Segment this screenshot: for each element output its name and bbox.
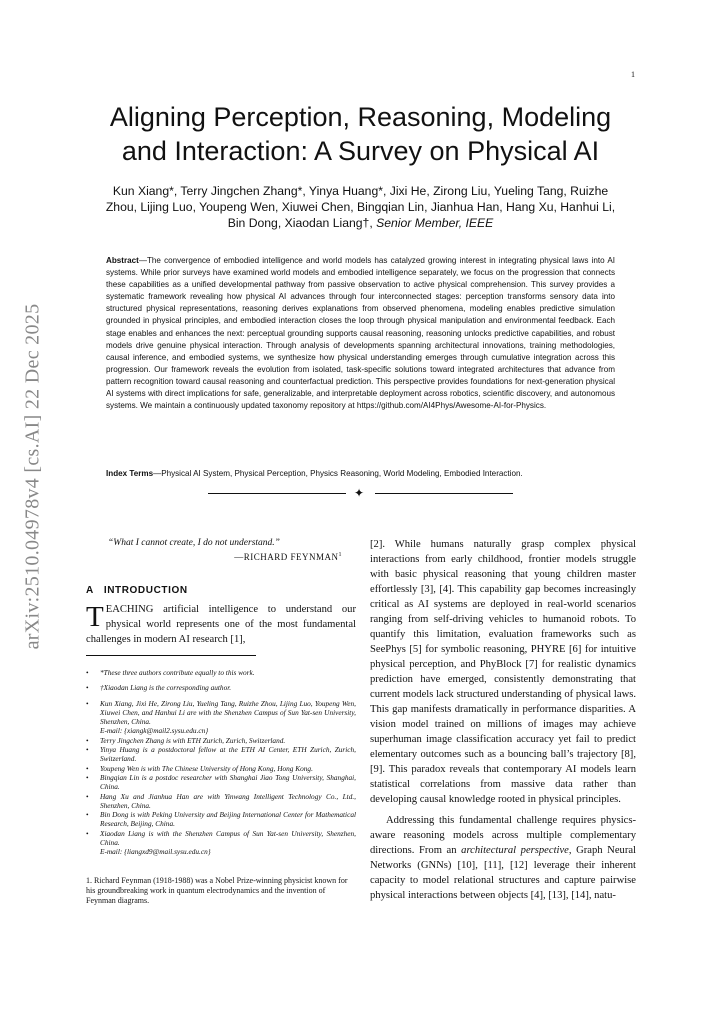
footnote-email: E-mail: {xiangk@mail2.sysu.edu.cn} — [100, 726, 209, 736]
footnote-item: • †Xiaodan Liang is the corresponding author. — [86, 683, 356, 692]
section-divider — [208, 487, 513, 501]
divider-line-left — [208, 493, 346, 494]
arxiv-identifier-stamp — [18, 300, 48, 660]
arxiv-stamp-text: arXiv:2510.04978v4 [cs.AI] 22 Dec 2025 — [21, 303, 44, 650]
footnote-item: • Youpeng Wen is with The Chinese University of Hong Kong, Hong Kong. — [86, 764, 356, 773]
epigraph-author — [86, 549, 356, 563]
footnote-item: • Bingqian Lin is a postdoc researcher with Shanghai Jiao Tong University, Shanghai, China. — [86, 773, 356, 792]
abstract-body: —The convergence of embodied intelligence and world models has catalyzed growing interest in integrating physical laws into AI systems. While prior surveys have examined world models and embodied intelligence separately, we focus on the progression that connects these capabilities as a unified developmental pathway from passive observation to active physical comprehension. This survey provides a systematic framework revealing how physical AI advances through four interconnected stages: perception transforms sensory data into structured physical representations, reasoning derives explanations from observed phenomena, modeling enables predictive simulation grounded in physical principles, and embodied interaction closes the loop through physical manipulation and environmental feedback. Each stage enables and enhances the next: perceptual grounding supports causal reasoning, reasoning unlocks predictive capabilities, and robust models drive genuine physical interaction. Through analysis of developments spanning architectural innovations, training methodologies, causal inference, and embodied systems, we synthesize how physical understanding emerges through cumulative integration across this progression. Our framework reveals the evolution from isolated, task-specific solutions toward integrated architectures that advance from pattern recognition toward causal reasoning and counterfactual prediction. This perspective provides foundations for next-generation physical AI systems with direct implications for safe, generalizable, and interpretable deployment across robotics, scientific discovery, and autonomous systems. We maintain a continuously updated taxonomy repository at https://github.com/AI4Phys/Awesome-AI-for-Physics. — [106, 256, 615, 411]
affiliation-footnotes — [86, 668, 356, 857]
epigraph-quote: “What I cannot create, I do not understand.” — [108, 538, 280, 548]
para2-italic: architectural perspective — [461, 845, 569, 856]
abstract — [106, 255, 615, 412]
epigraph-author-name: —RICHARD FEYNMAN — [234, 552, 339, 562]
divider-line-right — [375, 493, 513, 494]
footnote-item: • Terry Jingchen Zhang is with ETH Zurich, Zurich, Switzerland. — [86, 736, 356, 745]
page-number: 1 — [631, 70, 635, 79]
intro-text: EACHING artificial intelligence to understand our physical world represents one of the most fundamental challenges in modern AI research [1], — [86, 604, 356, 645]
index-terms — [106, 468, 615, 480]
section-heading — [86, 585, 356, 596]
index-terms-label: Index Terms — [106, 469, 154, 478]
author-list — [100, 183, 621, 231]
index-terms-body: —Physical AI System, Physical Perception, Physics Reasoning, World Modeling, Embodied Interaction. — [153, 469, 523, 478]
drop-cap: T — [86, 601, 104, 633]
footnote-item-text: Xiaodan Liang is with the Shenzhen Campus of Sun Yat-sen University, Shenzhen, China. — [100, 828, 356, 848]
feynman-footnote: 1. Richard Feynman (1918-1988) was a Nobel Prize-winning physicist known for his groundbreaking work in quantum electrodynamics and the invention of Feynman diagrams. — [86, 876, 348, 905]
intro-paragraph — [86, 602, 356, 647]
body-paragraph-2 — [370, 813, 636, 903]
section-number: A — [86, 585, 94, 596]
section-title: INTRODUCTION — [103, 585, 188, 596]
para2-start: Addressing this fundamental challenge requires physics-aware reasoning models across multiple complementary directions. From an — [370, 815, 636, 856]
right-column — [370, 537, 636, 903]
footnote-item — [86, 699, 356, 736]
footnote-item: • *These three authors contribute equally to this work. — [86, 668, 356, 677]
title-line-1: Aligning Perception, Reasoning, Modeling — [109, 102, 612, 132]
diamond-star-icon: ✦ — [354, 486, 365, 500]
footnote-item-text: Kun Xiang, Jixi He, Zirong Liu, Yueling Tang, Ruizhe Zhou, Lijing Luo, Youpeng Wen, Xiuwei Chen, and Hanhui Li are with the Shenzhen Campus of Sun Yat-sen University, Shenzhen, China. — [100, 698, 356, 727]
body-paragraph-1: [2]. While humans naturally grasp complex physical interactions from early childhood, frontier models struggle with basic physical reasoning that young children master effortlessly [3], [4]. This capability gap becomes increasingly critical as AI systems are deployed in real-world scenarios ranging from self-driving vehicles to humanoid robots. To quantify this limitation, evaluation frameworks such as SeePhys [5] for symbolic reasoning, PHYRE [6] for intuitive physical perception, and PhyBlock [7] for realistic dynamics prediction have emerged, consistently demonstrating that current models lack structured understanding of physical laws. This gap manifests dramatically in performance disparities. A vision model trained on millions of images may achieve superhuman image classification accuracy yet fail to predict elementary outcomes such as a bouncing ball’s trajectory [8], [9]. This paradox reveals that contemporary AI models learn statistical correlations from massive data rather than developing causal knowledge rooted in physical principles. — [370, 539, 636, 805]
ieee-membership: Senior Member, IEEE — [376, 216, 494, 230]
author-names: Kun Xiang*, Terry Jingchen Zhang*, Yinya Huang*, Jixi He, Zirong Liu, Yueling Tang, Ruizhe Zhou, Lijing Luo, Youpeng Wen, Xiuwei Chen, Bingqian Lin, Jianhua Han, Hang Xu, Hanhui Li, Bin Dong, Xiaodan Liang†, — [105, 184, 616, 230]
footnote-item: • Bin Dong is with Peking University and Beijing International Center for Mathematical Research, Beijing, China. — [86, 810, 356, 829]
para2-end: , Graph Neural Networks (GNNs) [10], [11], [12] leverage their inherent capacity to model relational structures and capture pairwise physical interactions between objects [4], [13], [14], natu- — [370, 845, 637, 901]
footnote-email: E-mail: {liangxd9@mail.sysu.edu.cn} — [100, 847, 211, 857]
paper-title — [80, 100, 641, 168]
left-column — [86, 537, 356, 857]
footnote-rule — [86, 655, 256, 656]
footnote-item — [86, 829, 356, 857]
footnote-item: • Hang Xu and Jianhua Han are with Yinwang Intelligent Technology Co., Ltd., Shenzhen, China. — [86, 792, 356, 811]
footnote-marker: 1 — [338, 552, 342, 558]
title-line-2: and Interaction: A Survey on Physical AI — [121, 136, 600, 166]
abstract-label: Abstract — [106, 256, 139, 265]
footnote-item: • Yinya Huang is a postdoctoral fellow at the ETH AI Center, ETH Zurich, Zurich, Switzerland. — [86, 745, 356, 764]
